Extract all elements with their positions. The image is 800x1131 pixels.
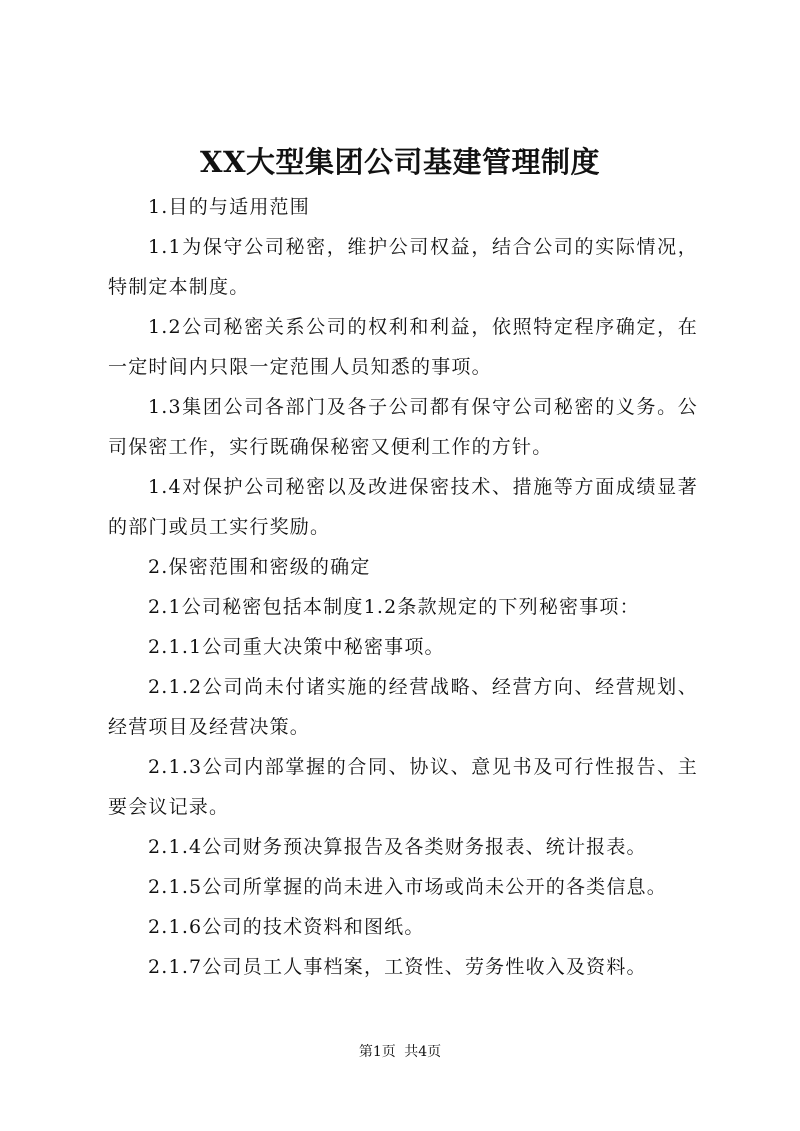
paragraph: 2.1.1公司重大决策中秘密事项。 [148,636,445,658]
paragraph: 1.1为保守公司秘密，维护公司权益，结合公司的实际情况，特制定本制度。 [108,236,698,298]
section-heading: 1.目的与适用范围 [148,196,310,218]
paragraph: 2.1.6公司的技术资料和图纸。 [148,916,425,938]
paragraph: 2.1.3公司内部掌握的合同、协议、意见书及可行性报告、主要会议记录。 [108,756,698,818]
paragraph: 1.3集团公司各部门及各子公司都有保守公司秘密的义务。公司保密工作，实行既确保秘密又便利工作的方针。 [108,396,698,458]
section-heading: 2.保密范围和密级的确定 [148,556,371,578]
paragraph: 1.2公司秘密关系公司的权利和利益，依照特定程序确定，在一定时间内只限一定范围人员知悉的事项。 [108,316,698,378]
paragraph: 2.1.5公司所掌握的尚未进入市场或尚未公开的各类信息。 [148,876,667,898]
document-body [108,187,698,987]
page-footer [0,1042,800,1062]
paragraph: 2.1.4公司财务预决算报告及各类财务报表、统计报表。 [148,836,647,858]
paragraph: 2.1公司秘密包括本制度1.2条款规定的下列秘密事项： [148,596,640,618]
paragraph: 2.1.7公司员工人事档案，工资性、劳务性收入及资料。 [148,956,647,978]
page-number: 第1页 [358,1044,396,1060]
paragraph: 1.4对保护公司秘密以及改进保密技术、措施等方面成绩显著的部门或员工实行奖励。 [108,476,698,538]
paragraph: 2.1.2公司尚未付诸实施的经营战略、经营方向、经营规划、经营项目及经营决策。 [108,676,698,738]
page-total: 共4页 [404,1044,442,1060]
document-title: XX大型集团公司基建管理制度 [199,145,600,179]
